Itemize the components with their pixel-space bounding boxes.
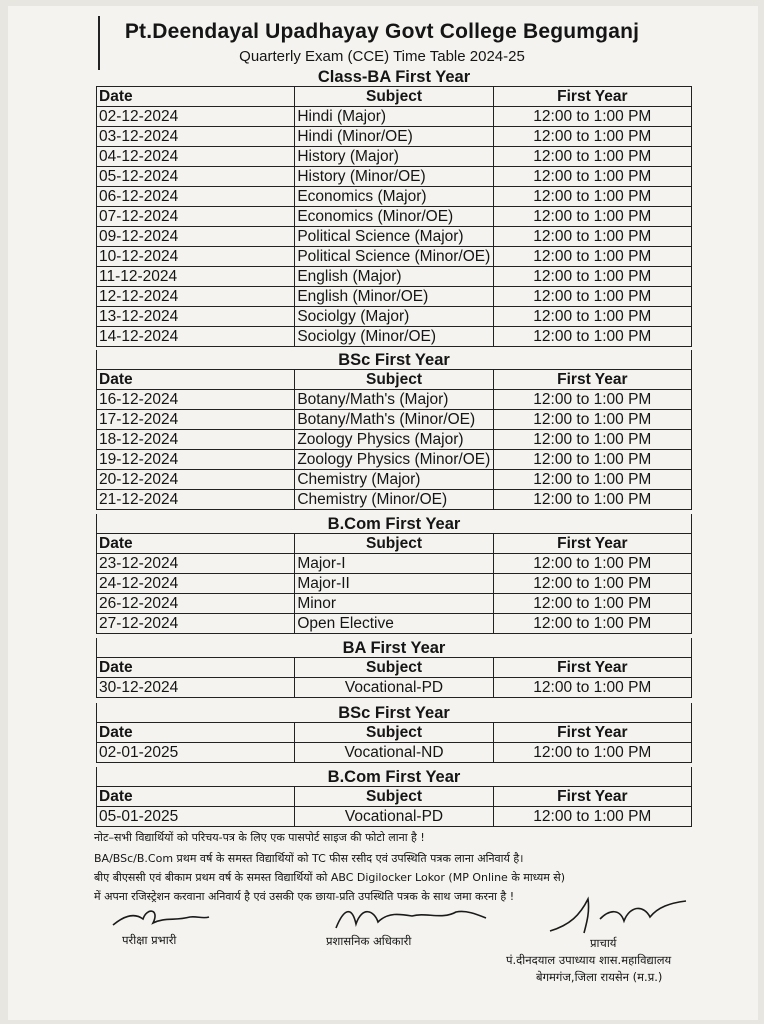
header-row — [97, 534, 692, 554]
timetable-table — [96, 514, 692, 634]
section-title: B.Com First Year — [97, 514, 692, 534]
section-title: Class-BA First Year — [317, 68, 471, 86]
table-row — [97, 147, 692, 167]
date-cell: 14-12-2024 — [97, 327, 295, 347]
subject-cell: Economics (Major) — [295, 187, 493, 207]
subject-cell: English (Minor/OE) — [295, 287, 493, 307]
subject-cell: Major-II — [295, 574, 493, 594]
date-cell: 19-12-2024 — [97, 450, 295, 470]
time-cell: 12:00 to 1:00 PM — [493, 470, 691, 490]
time-cell: 12:00 to 1:00 PM — [493, 227, 691, 247]
subject-cell: Chemistry (Major) — [295, 470, 493, 490]
timetable-table — [96, 703, 692, 763]
date-cell: 02-01-2025 — [97, 743, 295, 763]
date-cell: 06-12-2024 — [97, 187, 295, 207]
time-cell: 12:00 to 1:00 PM — [493, 207, 691, 227]
section-title-row — [97, 703, 692, 723]
table-row — [97, 307, 692, 327]
subject-cell: Sociolgy (Major) — [295, 307, 493, 327]
date-header: Date — [97, 787, 295, 807]
subject-header: Subject — [295, 87, 493, 107]
header-row — [97, 87, 692, 107]
date-cell: 10-12-2024 — [97, 247, 295, 267]
table-row — [97, 450, 692, 470]
table-row — [97, 594, 692, 614]
time-header: First Year — [493, 658, 691, 678]
subject-cell: Hindi (Major) — [295, 107, 493, 127]
time-cell: 12:00 to 1:00 PM — [493, 167, 691, 187]
subject-cell: Economics (Minor/OE) — [295, 207, 493, 227]
table-row — [97, 207, 692, 227]
subject-cell: Major-I — [295, 554, 493, 574]
date-cell: 21-12-2024 — [97, 490, 295, 510]
time-header: First Year — [493, 723, 691, 743]
subject-cell: Open Elective — [295, 614, 493, 634]
table-row — [97, 327, 692, 347]
table-row — [97, 227, 692, 247]
time-cell: 12:00 to 1:00 PM — [493, 247, 691, 267]
date-cell: 07-12-2024 — [97, 207, 295, 227]
timetable-table — [96, 350, 692, 510]
time-cell: 12:00 to 1:00 PM — [493, 390, 691, 410]
table-row — [97, 187, 692, 207]
timetable-table — [96, 767, 692, 827]
date-cell: 24-12-2024 — [97, 574, 295, 594]
date-cell: 16-12-2024 — [97, 390, 295, 410]
college-title: Pt.Deendayal Upadhayay Govt College Begumganj — [124, 20, 640, 43]
timetable-table — [96, 68, 692, 347]
subject-header: Subject — [295, 658, 493, 678]
table-row — [97, 430, 692, 450]
time-header: First Year — [493, 370, 691, 390]
time-cell: 12:00 to 1:00 PM — [493, 743, 691, 763]
table-row — [97, 107, 692, 127]
section-title-row — [97, 514, 692, 534]
subject-cell: Chemistry (Minor/OE) — [295, 490, 493, 510]
time-cell: 12:00 to 1:00 PM — [493, 594, 691, 614]
time-cell: 12:00 to 1:00 PM — [493, 327, 691, 347]
table-row — [97, 574, 692, 594]
time-header: First Year — [493, 87, 691, 107]
subject-header: Subject — [295, 723, 493, 743]
date-cell: 26-12-2024 — [97, 594, 295, 614]
date-cell: 09-12-2024 — [97, 227, 295, 247]
date-cell: 02-12-2024 — [97, 107, 295, 127]
admin-officer-signature — [330, 902, 490, 936]
date-cell: 12-12-2024 — [97, 287, 295, 307]
subject-cell: Vocational-PD — [295, 807, 493, 827]
subject-cell: Zoology Physics (Major) — [295, 430, 493, 450]
subject-cell: Political Science (Major) — [295, 227, 493, 247]
date-header: Date — [97, 370, 295, 390]
table-row — [97, 267, 692, 287]
section-title-row — [97, 638, 692, 658]
subject-cell: Minor — [295, 594, 493, 614]
date-header: Date — [97, 87, 295, 107]
header-row — [97, 370, 692, 390]
date-cell: 27-12-2024 — [97, 614, 295, 634]
time-cell: 12:00 to 1:00 PM — [493, 807, 691, 827]
section-title-row — [97, 350, 692, 370]
section-title: B.Com First Year — [97, 767, 692, 787]
principal-college-line: पं.दीनदयाल उपाध्याय शास.महाविद्यालय — [506, 953, 672, 967]
time-header: First Year — [493, 787, 691, 807]
section-title: BA First Year — [97, 638, 692, 658]
subject-cell: Botany/Math's (Major) — [295, 390, 493, 410]
time-cell: 12:00 to 1:00 PM — [493, 450, 691, 470]
time-cell: 12:00 to 1:00 PM — [493, 107, 691, 127]
table-row — [97, 470, 692, 490]
principal-title: प्राचार्य — [590, 936, 617, 950]
date-cell: 20-12-2024 — [97, 470, 295, 490]
time-cell: 12:00 to 1:00 PM — [493, 267, 691, 287]
timetable-subtitle: Quarterly Exam (CCE) Time Table 2024-25 — [239, 48, 525, 65]
time-cell: 12:00 to 1:00 PM — [493, 554, 691, 574]
date-cell: 05-01-2025 — [97, 807, 295, 827]
time-cell: 12:00 to 1:00 PM — [493, 410, 691, 430]
section-title: BSc First Year — [97, 350, 692, 370]
table-row — [97, 743, 692, 763]
principal-location-line: बेगमगंज,जिला रायसेन (म.प्र.) — [536, 970, 663, 984]
table-row — [97, 490, 692, 510]
date-header: Date — [97, 534, 295, 554]
header-row — [97, 787, 692, 807]
admin-officer-label: प्रशासनिक अधिकारी — [326, 934, 412, 948]
table-row — [97, 554, 692, 574]
exam-incharge-label: परीक्षा प्रभारी — [122, 933, 177, 947]
date-cell: 05-12-2024 — [97, 167, 295, 187]
date-cell: 04-12-2024 — [97, 147, 295, 167]
date-cell: 17-12-2024 — [97, 410, 295, 430]
subject-cell: Sociolgy (Minor/OE) — [295, 327, 493, 347]
time-header: First Year — [493, 534, 691, 554]
subject-cell: Vocational-PD — [295, 678, 493, 698]
table-row — [97, 390, 692, 410]
header-row — [97, 723, 692, 743]
subject-cell: Vocational-ND — [295, 743, 493, 763]
table-row — [97, 614, 692, 634]
time-cell: 12:00 to 1:00 PM — [493, 614, 691, 634]
principal-signature — [540, 895, 690, 937]
time-cell: 12:00 to 1:00 PM — [493, 490, 691, 510]
date-header: Date — [97, 658, 295, 678]
date-header: Date — [97, 723, 295, 743]
subject-cell: English (Major) — [295, 267, 493, 287]
time-cell: 12:00 to 1:00 PM — [493, 287, 691, 307]
time-cell: 12:00 to 1:00 PM — [493, 430, 691, 450]
date-cell: 13-12-2024 — [97, 307, 295, 327]
header-row — [97, 658, 692, 678]
subject-cell: Botany/Math's (Minor/OE) — [295, 410, 493, 430]
section-title: BSc First Year — [97, 703, 692, 723]
timetable-table — [96, 638, 692, 698]
table-row — [97, 410, 692, 430]
time-cell: 12:00 to 1:00 PM — [493, 678, 691, 698]
note-line: में अपना रजिस्ट्रेशन करवाना अनिवार्य है एवं उसकी एक छाया-प्रति उपस्थिति पत्रक के साथ जमा करना है ! — [94, 890, 515, 903]
time-cell: 12:00 to 1:00 PM — [493, 307, 691, 327]
subject-cell: Political Science (Minor/OE) — [295, 247, 493, 267]
subject-cell: Zoology Physics (Minor/OE) — [295, 450, 493, 470]
table-row — [97, 247, 692, 267]
time-cell: 12:00 to 1:00 PM — [493, 127, 691, 147]
exam-incharge-signature — [105, 905, 215, 935]
section-title-row — [97, 767, 692, 787]
subject-header: Subject — [295, 534, 493, 554]
time-cell: 12:00 to 1:00 PM — [493, 187, 691, 207]
section-title-row — [97, 68, 692, 87]
date-cell: 30-12-2024 — [97, 678, 295, 698]
subject-header: Subject — [295, 370, 493, 390]
time-cell: 12:00 to 1:00 PM — [493, 574, 691, 594]
table-row — [97, 167, 692, 187]
note-line: बीए बीएससी एवं बीकाम प्रथम वर्ष के समस्त विद्यार्थियों को ABC Digilocker Lokor (MP Online के माध्यम से) — [94, 871, 566, 884]
subject-cell: History (Major) — [295, 147, 493, 167]
subject-cell: Hindi (Minor/OE) — [295, 127, 493, 147]
note-line: BA/BSc/B.Com प्रथम वर्ष के समस्त विद्यार्थियों को TC फीस रसीद एवं उपस्थिति पत्रक लाना अनिवार्य है। — [94, 852, 524, 865]
table-row — [97, 127, 692, 147]
time-cell: 12:00 to 1:00 PM — [493, 147, 691, 167]
table-row — [97, 807, 692, 827]
date-cell: 11-12-2024 — [97, 267, 295, 287]
date-cell: 23-12-2024 — [97, 554, 295, 574]
table-row — [97, 678, 692, 698]
table-row — [97, 287, 692, 307]
subject-cell: History (Minor/OE) — [295, 167, 493, 187]
date-cell: 03-12-2024 — [97, 127, 295, 147]
date-cell: 18-12-2024 — [97, 430, 295, 450]
note-line: नोट–सभी विद्यार्थियों को परिचय-पत्र के लिए एक पासपोर्ट साइज की फोटो लाना है ! — [94, 831, 425, 844]
subject-header: Subject — [295, 787, 493, 807]
